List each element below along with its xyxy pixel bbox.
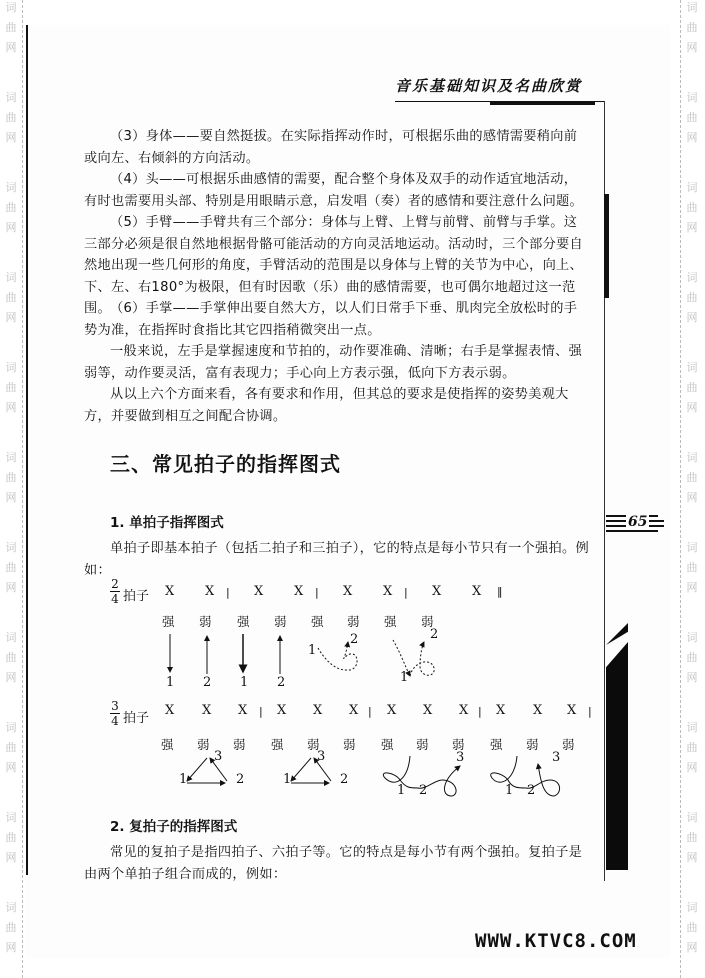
watermark-column-right: [680, 0, 705, 978]
dotted-curve: [410, 642, 434, 676]
accent-label: 弱: [416, 737, 429, 752]
beat-x: X: [387, 703, 397, 718]
watermark-text: 词 曲 网: [5, 181, 17, 234]
accent-label: 强: [161, 737, 174, 752]
watermark-text: 词 曲 网: [5, 811, 17, 864]
accent-label: 弱: [343, 737, 356, 752]
beat-number: 2: [527, 783, 536, 798]
accent-label: 强: [384, 614, 397, 629]
watermark-text: 词 曲 网: [5, 361, 17, 414]
beat-x: X: [533, 703, 543, 718]
denominator: 4: [111, 592, 119, 606]
barline: |: [259, 705, 263, 718]
watermark-text: 词 曲 网: [5, 721, 17, 774]
beat-x: X: [165, 703, 175, 718]
paragraph: 从以上六个方面来看，各有要求和作用，但其总的要求是使指挥的姿势美观大方，并要做到相互之间配合协调。: [84, 387, 569, 424]
beat-x: X: [202, 703, 212, 718]
watermark-text: 词 曲 网: [5, 901, 17, 954]
paragraph: （3）身体——要自然挺拔。在实际指挥动作时，可根据乐曲的感情需要稍向前或向左、右倾斜的方向活动。: [84, 129, 578, 166]
watermark-text: 词 曲 网: [5, 451, 17, 504]
page-number: 65: [628, 514, 648, 530]
paragraph: 一般来说，左手是掌握速度和节拍的，动作要准确、清晰；右手是掌握表情、强弱等，动作要灵活，富有表现力；手心向上方表示强，低向下方表示弱。: [84, 344, 583, 381]
beat-x: X: [349, 703, 359, 718]
watermark-text: 词 曲 网: [5, 541, 17, 594]
beat-number: 3: [456, 750, 465, 765]
watermark-text: 词 曲 网: [686, 721, 698, 774]
meter-label: 拍子: [123, 589, 150, 604]
beat-number: 3: [552, 750, 561, 765]
watermark-text: 词 曲 网: [686, 181, 698, 234]
beat-x: X: [277, 703, 287, 718]
beat-number: 1: [179, 772, 188, 787]
beat-x: X: [254, 584, 264, 599]
beat-number: 2: [419, 783, 428, 798]
beat-x: X: [459, 703, 469, 718]
accent-label: 弱: [233, 737, 246, 752]
beat-number: 3: [317, 749, 326, 764]
subsection-heading: 2. 复拍子的指挥图式: [110, 819, 238, 835]
watermark-text: 词 曲 网: [686, 451, 698, 504]
beat-number: 1: [308, 643, 317, 658]
conducting-diagram-2-4: [150, 630, 450, 700]
watermark-text: 词 曲 网: [686, 1, 698, 54]
watermark-text: 词 曲 网: [686, 901, 698, 954]
watermark-column-left: [0, 0, 23, 978]
watermark-text: 词 曲 网: [5, 631, 17, 684]
accent-label: 弱: [274, 614, 287, 629]
watermark-text: 词 曲 网: [686, 811, 698, 864]
beat-number: 1: [240, 675, 249, 690]
paragraph: （6）手掌——手掌伸出要自然大方，以人们日常手下垂、肌肉完全放松时的手势为准，在指挥时食指比其它四指稍微突出一点。: [84, 301, 578, 338]
paragraph: （5）手臂——手臂共有三个部分：身体与上臂、上臂与前臂、前臂与手掌。这三部分必须是很自然地根据骨骼可能活动的方向灵活地运动。活动时，三个部分要自然地出现一些几何形的角度，手臂活动的范围是以身体与上臂的关节为中心，向上、下、左、右180°为极限，但有时因歌（乐）曲的感情需要，也可偶尔地超过这一范围。: [84, 215, 584, 316]
barline: |: [404, 586, 408, 599]
beat-number: 2: [277, 675, 286, 690]
watermark-text: 词 曲 网: [5, 271, 17, 324]
barline: |: [588, 705, 592, 718]
accent-label: 弱: [421, 614, 434, 629]
watermark-text: 词 曲 网: [686, 631, 698, 684]
beat-number: 3: [214, 749, 223, 764]
meter-label: 拍子: [123, 711, 150, 726]
watermark-text: 词 曲 网: [686, 361, 698, 414]
numerator: 2: [111, 577, 119, 591]
barline: |: [478, 705, 482, 718]
beat-x: X: [432, 584, 442, 599]
watermark-text: 词 曲 网: [686, 271, 698, 324]
accent-label: 弱: [347, 614, 360, 629]
accent-label: 弱: [526, 737, 539, 752]
accent-label: 弱: [197, 737, 210, 752]
beat-x: X: [567, 703, 577, 718]
beat-x: X: [383, 584, 393, 599]
accent-label: 弱: [307, 737, 320, 752]
beat-x: X: [496, 703, 506, 718]
subsection-heading: 1. 单拍子指挥图式: [110, 515, 224, 531]
barline: |: [226, 586, 230, 599]
beat-x: X: [423, 703, 433, 718]
accent-label: 强: [490, 737, 503, 752]
accent-label: 弱: [452, 737, 465, 752]
beat-number: 2: [350, 632, 359, 647]
page-number-tab: [606, 512, 666, 536]
beat-x: X: [205, 584, 215, 599]
time-signature-2-4: [110, 578, 120, 605]
watermark-text: 词 曲 网: [686, 541, 698, 594]
paragraph: 常见的复拍子是指四拍子、六拍子等。它的特点是每小节有两个强拍。复拍子是由两个单拍子组合而成的，例如：: [84, 845, 583, 882]
watermark-text: 词 曲 网: [5, 1, 17, 54]
paragraph: （4）头——可根据乐曲感情的需要，配合整个身体及双手的动作适宜地活动，有时也需要用头部、特别是用眼睛示意，启发唱（奏）者的感情和要注意什么问题。: [84, 172, 584, 209]
beat-number: 2: [203, 675, 212, 690]
beat-number: 2: [340, 772, 349, 787]
page-left-rule: [26, 25, 28, 152]
page-left-rule-lower: [26, 150, 28, 875]
beat-number: 1: [397, 783, 406, 798]
header-bar: [490, 101, 595, 105]
beat-number: 1: [400, 670, 409, 685]
beat-number: 2: [236, 772, 245, 787]
accent-label: 强: [162, 614, 175, 629]
accent-label: 强: [381, 737, 394, 752]
beat-x: X: [238, 703, 248, 718]
barline: |: [368, 705, 372, 718]
barline: |: [315, 586, 319, 599]
accent-label: 弱: [562, 737, 575, 752]
accent-label: 强: [237, 614, 250, 629]
running-header-title: 音乐基础知识及名曲欣赏: [395, 77, 583, 95]
beat-number: 1: [166, 675, 175, 690]
beat-number: 1: [283, 772, 292, 787]
beat-x: X: [165, 584, 175, 599]
beat-x: X: [313, 703, 323, 718]
accent-label: 弱: [199, 614, 212, 629]
watermark-text: 词 曲 网: [686, 91, 698, 144]
beat-x: X: [472, 584, 482, 599]
time-signature-3-4: [110, 700, 120, 727]
accent-label: 强: [271, 737, 284, 752]
final-barline: ‖: [497, 585, 503, 598]
beat-x: X: [294, 584, 304, 599]
paragraph: 单拍子即基本拍子（包括二拍子和三拍子），它的特点是每小节只有一个强拍。例如：: [84, 541, 589, 578]
section-heading: 三、常见拍子的指挥图式: [110, 452, 341, 476]
accent-label: 强: [311, 614, 324, 629]
watermark-text: 词 曲 网: [5, 91, 17, 144]
numerator: 3: [111, 699, 119, 713]
decorative-black-bar: [606, 680, 628, 870]
beat-number: 1: [505, 783, 514, 798]
right-margin-thick-bar: [604, 194, 609, 298]
beat-number: 2: [430, 627, 439, 642]
beat-x: X: [343, 584, 353, 599]
watermark-url: WWW.KTVC8.COM: [475, 930, 637, 952]
denominator: 4: [111, 714, 119, 728]
